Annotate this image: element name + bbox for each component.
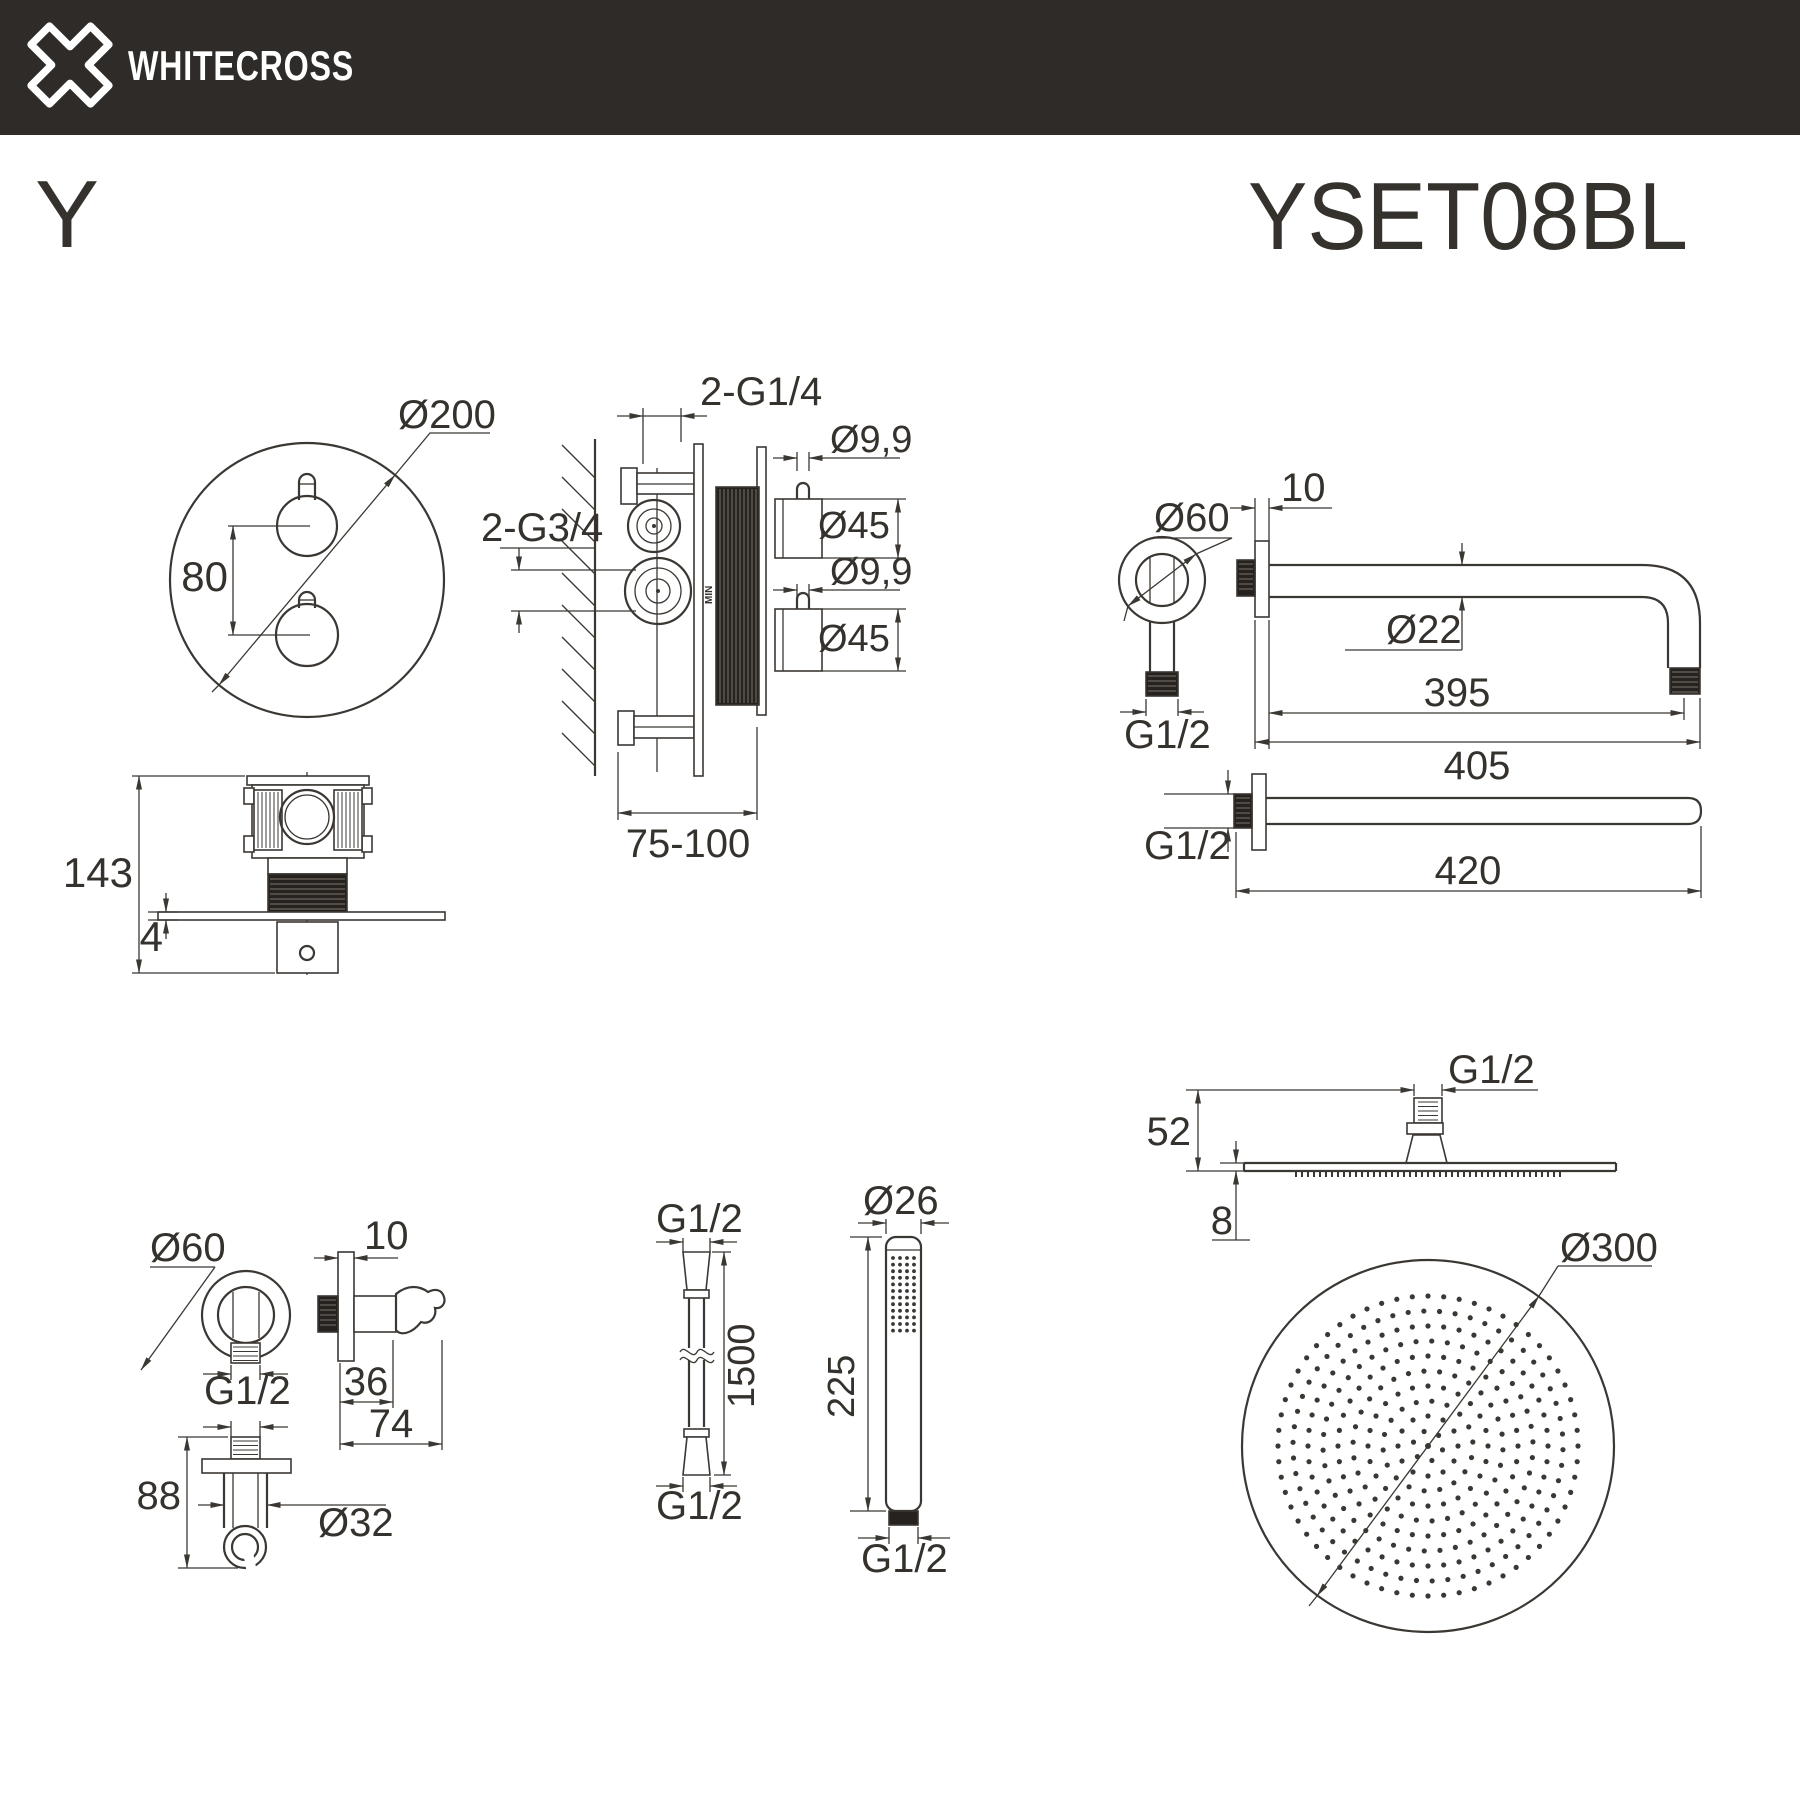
dim-arm-tube: Ø22 <box>1386 608 1462 652</box>
dim-hose-length: 1500 <box>721 1323 763 1408</box>
dim-hand-length: 225 <box>821 1354 863 1418</box>
dim-hose-thread-top: G1/2 <box>656 1197 743 1241</box>
handshower-nozzles <box>891 1256 916 1332</box>
drawing-valve-front <box>63 772 445 975</box>
dim-outlet-depth: 74 <box>368 1402 414 1446</box>
dim-outlet-hook-offset: 36 <box>343 1360 389 1404</box>
dim-head-edge: 8 <box>1210 1199 1233 1243</box>
dim-arm-length-to-bend: 395 <box>1423 671 1491 715</box>
dim-stem-bottom: Ø9,9 <box>830 551 913 593</box>
series-label: Y <box>35 161 100 268</box>
dim-arm-wall-plate: 10 <box>1281 466 1326 510</box>
dim-ports-top: 2-G1/4 <box>700 370 823 414</box>
wall-hatching <box>562 445 595 766</box>
dim-hand-thread: G1/2 <box>861 1537 948 1581</box>
dim-arm-length-total: 405 <box>1443 744 1511 788</box>
dim-straight-length: 420 <box>1434 849 1502 893</box>
dim-head-height: 52 <box>1146 1110 1191 1154</box>
dim-valve-height: 143 <box>62 849 133 896</box>
dim-plate-thickness: 4 <box>139 913 163 960</box>
drawing-valve-side <box>481 370 912 866</box>
brand-name: WHITECROSS <box>128 42 354 89</box>
min-marking: MIN <box>704 585 715 604</box>
drawing-trim-plate-front <box>170 393 496 717</box>
nozzle-band <box>1296 1172 1560 1177</box>
dim-arm-flange: Ø60 <box>1154 496 1230 540</box>
dim-knob-spacing: 80 <box>181 553 228 600</box>
dim-arm-thread: G1/2 <box>1124 713 1211 757</box>
dim-straight-thread: G1/2 <box>1144 824 1231 868</box>
dim-hose-thread-bottom: G1/2 <box>656 1484 743 1528</box>
drawing-hose <box>656 1197 763 1528</box>
dim-stem-top: Ø9,9 <box>830 419 913 461</box>
drawing-wall-outlet <box>137 1214 445 1573</box>
dim-head-thread: G1/2 <box>1448 1048 1535 1092</box>
dim-hand-diameter: Ø26 <box>863 1179 939 1223</box>
model-label: YSET08BL <box>1248 163 1688 270</box>
header-bar <box>0 0 1800 135</box>
dim-outlet-flange: Ø60 <box>150 1226 226 1270</box>
drawing-handshower <box>821 1179 950 1581</box>
dim-ports-side: 2-G3/4 <box>481 506 604 550</box>
drawing-head-side <box>1147 1048 1617 1243</box>
dim-depth-range: 75-100 <box>625 822 751 866</box>
dim-knob-bottom: Ø45 <box>818 618 890 660</box>
dim-outlet-thread: G1/2 <box>204 1369 291 1413</box>
dim-knob-top: Ø45 <box>818 505 890 547</box>
dim-holder-diameter: Ø32 <box>318 1501 394 1545</box>
drawing-head-top <box>1242 1226 1658 1632</box>
dim-head-diameter: Ø300 <box>1560 1226 1658 1270</box>
dim-outlet-height: 88 <box>136 1474 181 1518</box>
drawing-shower-arm <box>1119 466 1701 898</box>
dim-outlet-wall-plate: 10 <box>364 1214 409 1258</box>
dim-plate-diameter: Ø200 <box>398 393 496 437</box>
